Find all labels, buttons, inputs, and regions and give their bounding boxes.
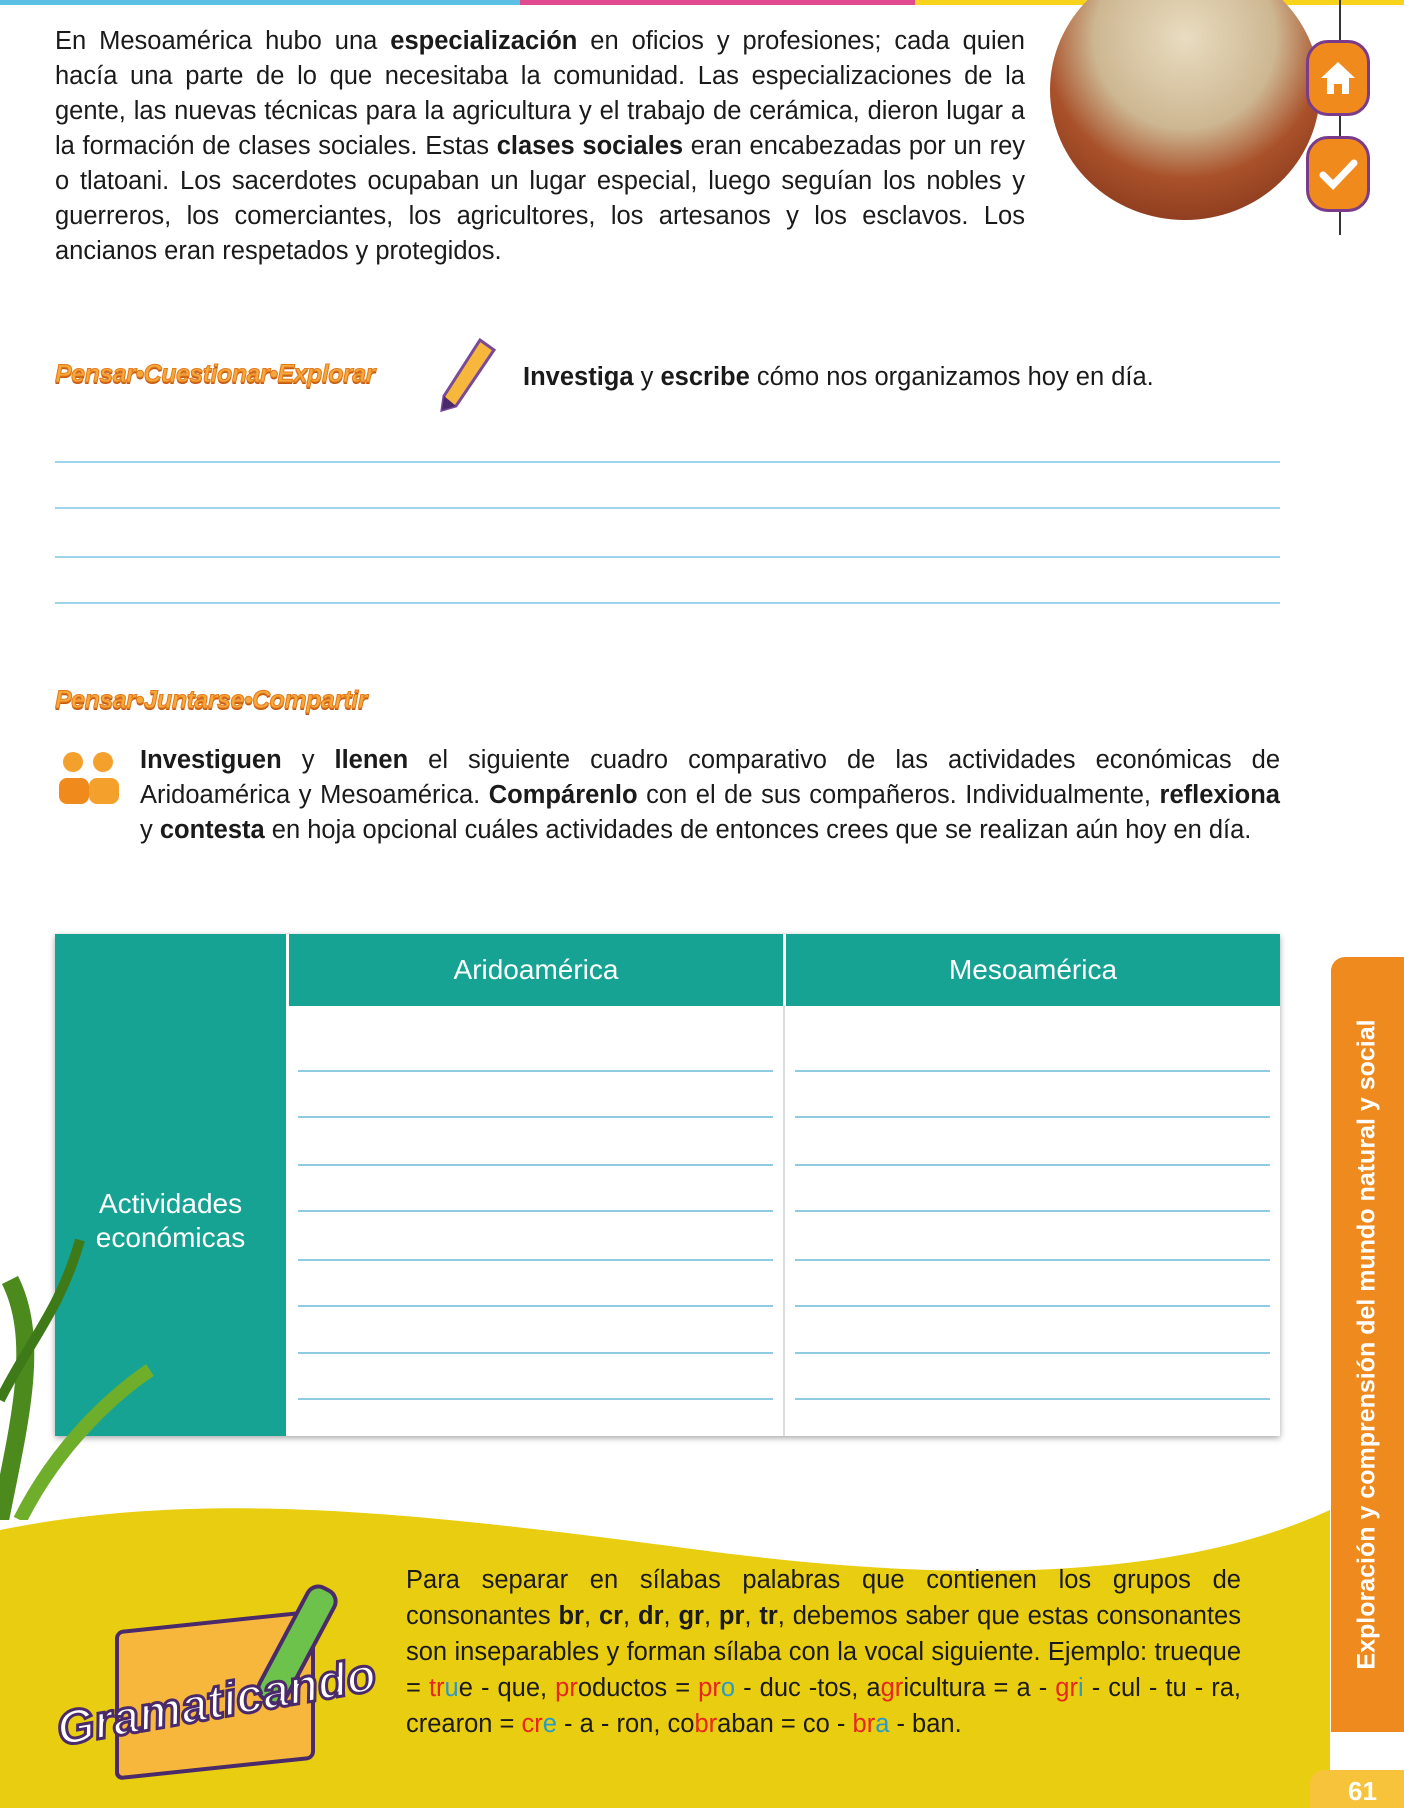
comparison-table <box>55 934 1280 1436</box>
text-run: , <box>623 1602 638 1630</box>
highlighted-syllable: gr <box>1055 1674 1078 1702</box>
table-writing-line[interactable] <box>795 1305 1270 1307</box>
text-run: en hoja opcional cuáles actividades de entonces crees que se realizan aún hoy en día. <box>264 816 1252 844</box>
highlighted-syllable: o <box>720 1674 736 1702</box>
highlighted-syllable: e <box>542 1710 557 1738</box>
instruction-cuadro-comparativo <box>140 743 1280 848</box>
table-writing-line[interactable] <box>298 1352 773 1354</box>
bold-text: tr <box>759 1602 778 1630</box>
bold-text: Investiga <box>523 363 634 391</box>
ceramic-vase-image <box>1050 0 1320 220</box>
writing-line[interactable] <box>55 461 1280 463</box>
check-icon <box>1318 154 1358 194</box>
section-heading-pensar-cuestionar-explorar: Pensar•Cuestionar•Explorar <box>55 360 375 388</box>
bold-text: Investiguen <box>140 746 282 774</box>
column-divider <box>783 1006 785 1436</box>
table-writing-line[interactable] <box>795 1210 1270 1212</box>
intro-paragraph <box>55 24 1025 269</box>
pencil-icon <box>436 336 498 414</box>
corn-plant-image <box>0 1220 170 1520</box>
gramaticando-logo-text: Gramaticando <box>52 1648 380 1757</box>
bold-text: especialización <box>390 27 578 55</box>
text-run: , debemos saber que estas consonantes son inseparables y forman sílaba con la vocal siguiente. Ejemplo: trueque = <box>406 1602 1241 1702</box>
writing-line[interactable] <box>55 556 1280 558</box>
bold-text: dr <box>638 1602 664 1630</box>
highlighted-syllable: u <box>444 1674 459 1702</box>
highlighted-syllable: gr <box>880 1674 904 1702</box>
table-header-mesoamerica: Mesoamérica <box>786 934 1280 1006</box>
home-icon <box>1318 58 1358 98</box>
highlighted-syllable: br <box>852 1710 876 1738</box>
team-icon <box>57 748 123 814</box>
table-writing-line[interactable] <box>298 1116 773 1118</box>
bold-text: cr <box>598 1602 624 1630</box>
text-run: icultura = a - <box>903 1674 1056 1702</box>
gramaticando-text <box>406 1562 1241 1742</box>
highlighted-syllable: pr <box>555 1674 578 1702</box>
highlighted-syllable: a <box>875 1710 890 1738</box>
table-writing-line[interactable] <box>795 1398 1270 1400</box>
bold-text: Compárenlo <box>488 781 638 809</box>
table-header-aridoamerica: Aridoamérica <box>289 934 783 1006</box>
table-writing-line[interactable] <box>298 1398 773 1400</box>
instruction-investiga-escribe <box>523 360 1283 395</box>
text-run: el siguiente cuadro comparativo de las actividades económicas de Aridoamérica y Mesoamérica. <box>140 746 1281 809</box>
bold-text: escribe <box>660 363 750 391</box>
text-run: - cul - tu - ra, crearon = <box>406 1674 1242 1738</box>
table-writing-line[interactable] <box>298 1259 773 1261</box>
text-run: aban = co - <box>717 1710 853 1738</box>
top-bar-blue <box>0 0 520 5</box>
highlighted-syllable: br <box>694 1710 718 1738</box>
text-run: , <box>583 1602 599 1630</box>
text-run: eran encabezadas por un rey o tlatoani. Los sacerdotes ocupaban un lugar especial, luego seguían los nobles y guerreros, los comerciantes, los agricultores, los artesanos y los esclavos. Los ancianos eran respetados y protegidos. <box>55 132 1025 265</box>
table-writing-line[interactable] <box>298 1164 773 1166</box>
text-run: oductos = <box>577 1674 699 1702</box>
bold-text: llenen <box>334 746 409 774</box>
table-writing-line[interactable] <box>298 1210 773 1212</box>
text-run: En Mesoamérica hubo una <box>55 27 391 55</box>
writing-line[interactable] <box>55 507 1280 509</box>
check-button[interactable] <box>1306 136 1370 212</box>
highlighted-syllable: tr <box>428 1674 445 1702</box>
table-writing-line[interactable] <box>795 1164 1270 1166</box>
text-run: y <box>140 816 160 844</box>
bold-text: br <box>558 1602 584 1630</box>
page-number: 61 <box>1310 1770 1404 1808</box>
highlighted-syllable: pr <box>698 1674 721 1702</box>
home-button[interactable] <box>1306 40 1370 116</box>
side-tab-label-wrap <box>1331 957 1404 1732</box>
text-run: en oficios y profesiones; cada quien hacía una parte de lo que necesitaba la comunidad. Las especializaciones de la gente, las nuevas técnicas para la agricultura y el trabajo de cerámica, dieron lugar a la formación de clases sociales. Estas <box>55 27 1025 160</box>
text-run: - duc -tos, a <box>735 1674 881 1702</box>
table-writing-line[interactable] <box>795 1352 1270 1354</box>
table-writing-line[interactable] <box>298 1070 773 1072</box>
text-run: Para separar en sílabas palabras que contienen los grupos de consonantes <box>406 1566 1241 1630</box>
row-header-actividades-economicas: Actividades económicas <box>55 1006 286 1436</box>
table-writing-line[interactable] <box>795 1070 1270 1072</box>
side-tab-label: Exploración y comprensión del mundo natural y social <box>1353 1019 1381 1670</box>
highlighted-syllable: cr <box>521 1710 543 1738</box>
table-writing-line[interactable] <box>795 1259 1270 1261</box>
text-run: y <box>281 746 335 774</box>
text-run: , <box>703 1602 719 1630</box>
section-heading-pensar-juntarse-compartir: Pensar•Juntarse•Compartir <box>55 686 368 714</box>
text-run: , <box>744 1602 760 1630</box>
table-header-empty <box>55 934 286 1006</box>
text-run: cómo nos organizamos hoy en día. <box>749 363 1154 391</box>
text-run: - a - ron, co <box>556 1710 695 1738</box>
bold-text: contesta <box>159 816 265 844</box>
bold-text: clases sociales <box>496 132 684 160</box>
table-writing-line[interactable] <box>795 1116 1270 1118</box>
writing-line[interactable] <box>55 602 1280 604</box>
gramaticando-logo <box>52 1580 380 1790</box>
top-bar-pink <box>520 0 915 5</box>
text-run: e - que, <box>458 1674 556 1702</box>
text-run: y <box>633 363 661 391</box>
text-run: con el de sus compañeros. Individualmente, <box>637 781 1160 809</box>
highlighted-syllable: i <box>1077 1674 1084 1702</box>
bold-text: pr <box>718 1602 745 1630</box>
bold-text: reflexiona <box>1159 781 1280 809</box>
text-run: - ban. <box>889 1710 962 1738</box>
text-run: , <box>663 1602 679 1630</box>
table-writing-line[interactable] <box>298 1305 773 1307</box>
bold-text: gr <box>678 1602 704 1630</box>
